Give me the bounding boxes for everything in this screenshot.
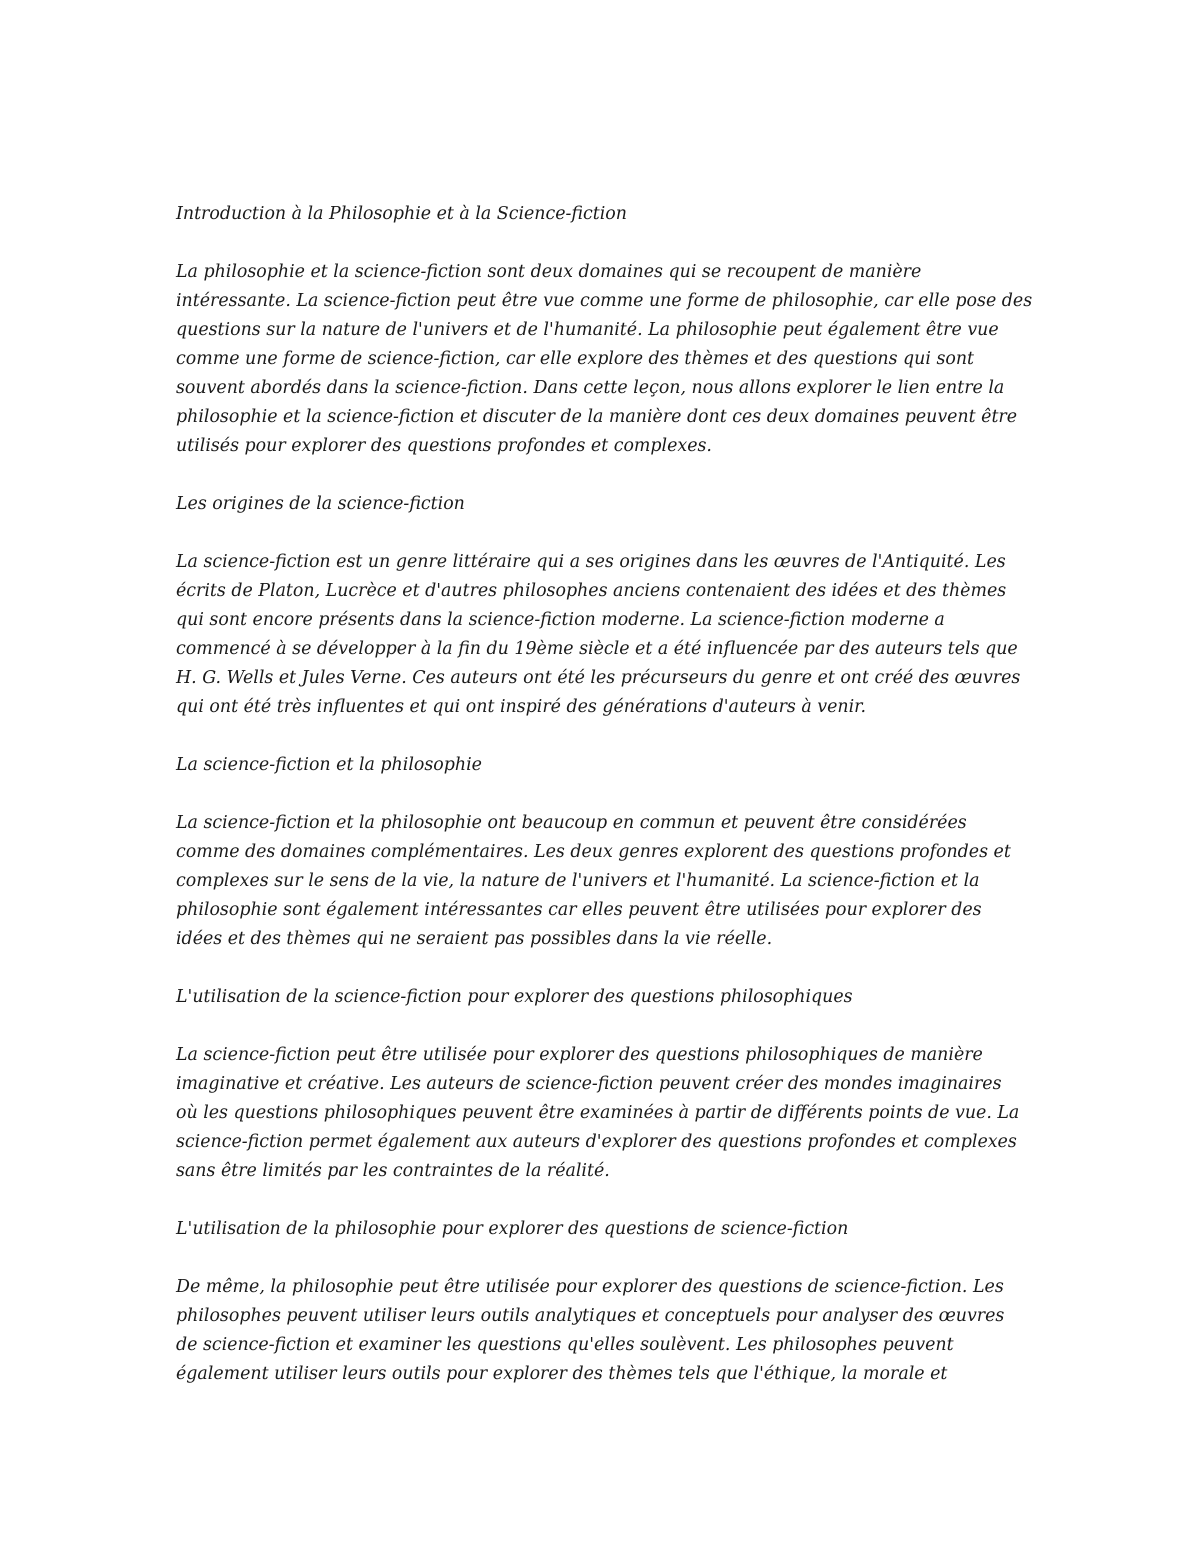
text-line: de science-fiction et examiner les questions qu'elles soulèvent. Les philosophes peuvent [176, 1335, 954, 1355]
text-line: philosophie et la science-fiction et discuter de la manière dont ces deux domaines peuvent être [176, 407, 1018, 427]
text-line: La science-fiction peut être utilisée pour explorer des questions philosophiques de manière [176, 1045, 983, 1065]
text-line: imaginative et créative. Les auteurs de science-fiction peuvent créer des mondes imaginaires [176, 1074, 1002, 1094]
text-line: souvent abordés dans la science-fiction. Dans cette leçon, nous allons explorer le lien entre la [176, 378, 1005, 398]
text-line: La science-fiction et la philosophie [176, 755, 482, 775]
text-line: comme une forme de science-fiction, car elle explore des thèmes et des questions qui sont [176, 349, 975, 369]
text-line: philosophie sont également intéressantes car elles peuvent être utilisées pour explorer des [176, 900, 982, 920]
paragraph-3 [176, 809, 1046, 954]
text-line: comme des domaines complémentaires. Les deux genres explorent des questions profondes et [176, 842, 1011, 862]
text-line: H. G. Wells et Jules Verne. Ces auteurs ont été les précurseurs du genre et ont créé des œuvres [176, 668, 1021, 688]
section-heading-4 [176, 983, 1046, 1012]
text-line: De même, la philosophie peut être utilisée pour explorer des questions de science-fiction. Les [176, 1277, 1004, 1297]
paragraph-5 [176, 1273, 1046, 1389]
text-line: qui sont encore présents dans la science-fiction moderne. La science-fiction moderne a [176, 610, 945, 630]
section-heading-3 [176, 751, 1046, 780]
text-line: La science-fiction et la philosophie ont beaucoup en commun et peuvent être considérées [176, 813, 967, 833]
text-line: Les origines de la science-fiction [176, 494, 465, 514]
text-line: utilisés pour explorer des questions profondes et complexes. [176, 436, 712, 456]
section-heading-2 [176, 490, 1046, 519]
text-line: qui ont été très influentes et qui ont inspiré des générations d'auteurs à venir. [176, 697, 867, 717]
paragraph-2 [176, 548, 1046, 722]
paragraph-1 [176, 258, 1046, 461]
text-line: Introduction à la Philosophie et à la Science-fiction [176, 204, 627, 224]
text-line: où les questions philosophiques peuvent être examinées à partir de différents points de vue. La [176, 1103, 1020, 1123]
text-line: L'utilisation de la philosophie pour explorer des questions de science-fiction [176, 1219, 849, 1239]
text-line: questions sur la nature de l'univers et de l'humanité. La philosophie peut également être vue [176, 320, 999, 340]
text-line: complexes sur le sens de la vie, la nature de l'univers et l'humanité. La science-fiction et la [176, 871, 980, 891]
text-line: philosophes peuvent utiliser leurs outils analytiques et conceptuels pour analyser des œuvres [176, 1306, 1005, 1326]
text-line: L'utilisation de la science-fiction pour explorer des questions philosophiques [176, 987, 853, 1007]
paragraph-4 [176, 1041, 1046, 1186]
text-line: La science-fiction est un genre littéraire qui a ses origines dans les œuvres de l'Antiquité. Les [176, 552, 1006, 572]
text-line: idées et des thèmes qui ne seraient pas possibles dans la vie réelle. [176, 929, 773, 949]
text-line: intéressante. La science-fiction peut être vue comme une forme de philosophie, car elle pose des [176, 291, 1033, 311]
text-line: sans être limités par les contraintes de la réalité. [176, 1161, 610, 1181]
document-page [176, 200, 1046, 1418]
text-line: science-fiction permet également aux auteurs d'explorer des questions profondes et complexes [176, 1132, 1017, 1152]
text-line: La philosophie et la science-fiction sont deux domaines qui se recoupent de manière [176, 262, 922, 282]
text-line: également utiliser leurs outils pour explorer des thèmes tels que l'éthique, la morale et [176, 1364, 948, 1384]
section-heading-1 [176, 200, 1046, 229]
text-line: commencé à se développer à la fin du 19ème siècle et a été influencée par des auteurs tels que [176, 639, 1018, 659]
section-heading-5 [176, 1215, 1046, 1244]
text-line: écrits de Platon, Lucrèce et d'autres philosophes anciens contenaient des idées et des thèmes [176, 581, 1007, 601]
document-body [176, 200, 1046, 1389]
